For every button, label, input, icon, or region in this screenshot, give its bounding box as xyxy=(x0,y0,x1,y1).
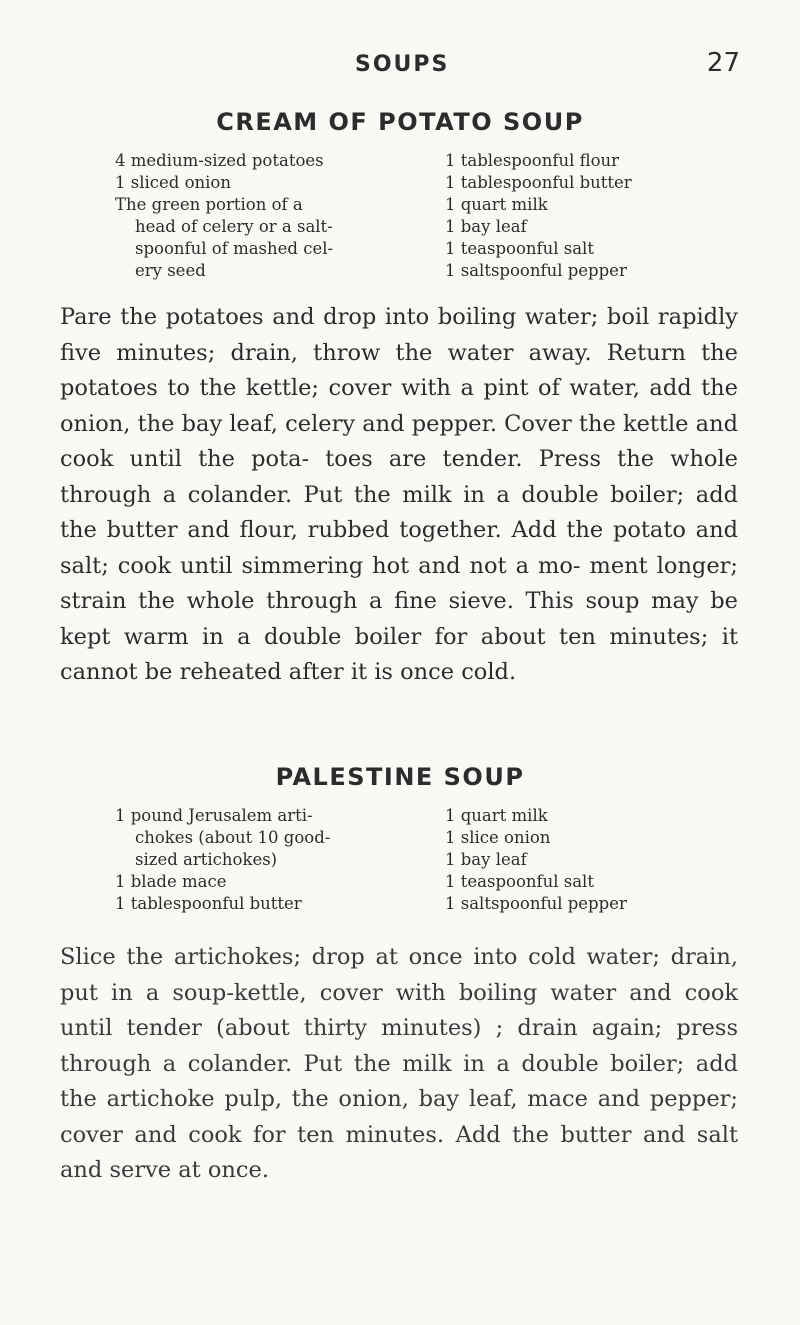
ingredients-left-column xyxy=(115,150,415,282)
ingredient-item: The green portion of a xyxy=(115,195,303,214)
ingredient-item: 1 pound Jerusalem arti- xyxy=(115,806,313,825)
ingredient-item: 1 tablespoonful butter xyxy=(115,894,302,913)
page-number: 27 xyxy=(706,48,740,78)
ingredient-item: 4 medium-sized potatoes xyxy=(115,151,324,170)
ingredient-item: 1 teaspoonful salt xyxy=(445,872,594,891)
ingredient-item-continued: sized artichokes) xyxy=(135,850,278,869)
ingredient-item: 1 bay leaf xyxy=(445,850,527,869)
ingredients-right-column xyxy=(445,150,735,282)
ingredient-item: 1 tablespoonful flour xyxy=(445,151,620,170)
ingredient-item: 1 blade mace xyxy=(115,872,227,891)
ingredients-palestine-soup xyxy=(115,805,735,915)
ingredient-item: 1 tablespoonful butter xyxy=(445,173,632,192)
recipe-method-cream-of-potato-soup: Pare the potatoes and drop into boiling water; boil rapidly five minutes; drain, throw the water away. Return the potatoes to the kettle; cover with a pint of water, add the onion, the bay leaf, celery and pepper. Cover the kettle and cook until the pota- toes are tender. Press the whole through a colander. Put the milk in a double boiler; add the butter and flour, rubbed together. Add the potato and salt; cook until simmering hot and not a mo- ment longer; strain the whole through a fine sieve. This soup may be kept warm in a double boiler for about ten minutes; it cannot be reheated after it is once cold. xyxy=(60,304,738,685)
ingredient-item: 1 saltspoonful pepper xyxy=(445,261,627,280)
recipe-title-cream-of-potato-soup: CREAM OF POTATO SOUP xyxy=(216,108,584,136)
recipe-title-palestine-soup: PALESTINE SOUP xyxy=(275,763,525,791)
ingredient-item-continued: ery seed xyxy=(135,261,206,280)
ingredient-item: 1 slice onion xyxy=(445,828,551,847)
ingredient-item: 1 bay leaf xyxy=(445,217,527,236)
ingredients-right-column xyxy=(445,805,735,915)
ingredient-item-continued: spoonful of mashed cel- xyxy=(135,239,334,258)
running-head: SOUPS xyxy=(355,52,450,77)
ingredient-item: 1 saltspoonful pepper xyxy=(445,894,627,913)
ingredient-item: 1 quart milk xyxy=(445,806,548,825)
ingredients-cream-of-potato-soup xyxy=(115,150,735,282)
ingredients-left-column xyxy=(115,805,415,915)
recipe-method-palestine-soup: Slice the artichokes; drop at once into cold water; drain, put in a soup-kettle, cover with boiling water and cook until tender (about thirty minutes) ; drain again; press through a colander. Put the milk in a double boiler; add the artichoke pulp, the onion, bay leaf, mace and pepper; cover and cook for ten minutes. Add the butter and salt and serve at once. xyxy=(60,944,738,1183)
ingredient-item-continued: head of celery or a salt- xyxy=(135,217,333,236)
ingredient-item: 1 sliced onion xyxy=(115,173,231,192)
ingredient-item: 1 teaspoonful salt xyxy=(445,239,594,258)
ingredient-item-continued: chokes (about 10 good- xyxy=(135,828,331,847)
ingredient-item: 1 quart milk xyxy=(445,195,548,214)
